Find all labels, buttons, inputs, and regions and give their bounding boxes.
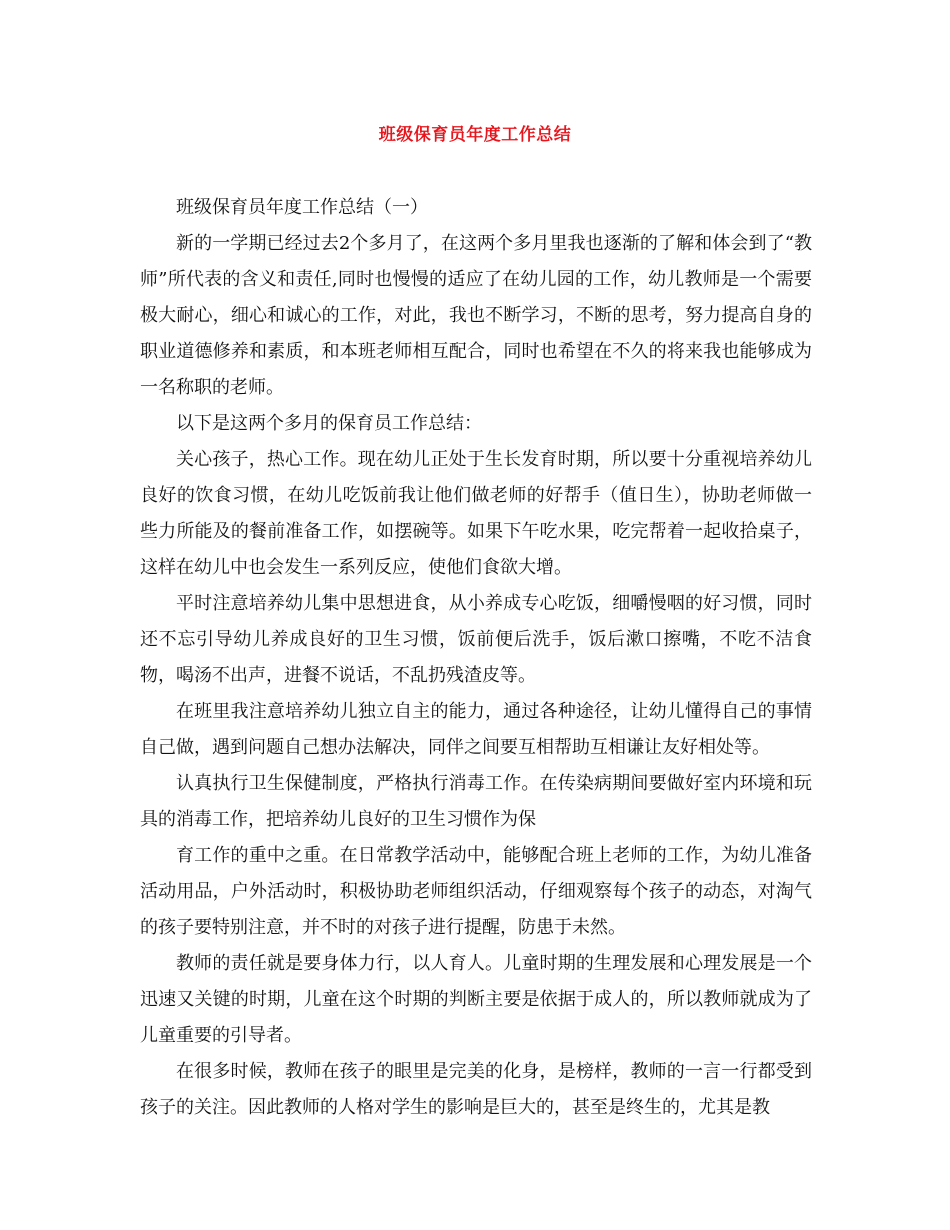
paragraph: 在很多时候，教师在孩子的眼里是完美的化身，是榜样，教师的一言一行都受到孩子的关注。因此教师的人格对学生的影响是巨大的，甚至是终生的，尤其是教 xyxy=(140,1061,812,1118)
paragraph: 平时注意培养幼儿集中思想进食，从小养成专心吃饭，细嚼慢咽的好习惯，同时还不忘引导幼儿养成良好的卫生习惯，饭前便后洗手，饭后漱口擦嘴，不吃不洁食物，喝汤不出声，进餐不说话，不乱扔残渣皮等。 xyxy=(140,593,812,686)
paragraph: 以下是这两个多月的保育员工作总结： xyxy=(176,413,482,434)
paragraph: 育工作的重中之重。在日常教学活动中，能够配合班上老师的工作，为幼儿准备活动用品，户外活动时，积极协助老师组织活动，仔细观察每个孩子的动态，对淘气的孩子要特别注意，并不时的对孩子进行提醒，防患于未然。 xyxy=(140,845,812,938)
paragraph: 教师的责任就是要身体力行，以人育人。儿童时期的生理发展和心理发展是一个迅速又关键的时期，儿童在这个时期的判断主要是依据于成人的，所以教师就成为了儿童重要的引导者。 xyxy=(140,953,812,1046)
paragraph: 认真执行卫生保健制度，严格执行消毒工作。在传染病期间要做好室内环境和玩具的消毒工作，把培养幼儿良好的卫生习惯作为保 xyxy=(140,773,812,830)
document-title: 班级保育员年度工作总结 xyxy=(378,125,572,145)
paragraph: 关心孩子，热心工作。现在幼儿正处于生长发育时期，所以要十分重视培养幼儿良好的饮食习惯，在幼儿吃饭前我让他们做老师的好帮手（值日生），协助老师做一些力所能及的餐前准备工作，如摆碗等。如果下午吃水果，吃完帮着一起收拾桌子，这样在幼儿中也会发生一系列反应，使他们食欲大增。 xyxy=(140,449,812,578)
section-heading: 班级保育员年度工作总结（一） xyxy=(176,197,428,218)
document-body xyxy=(140,190,812,1126)
paragraph: 新的一学期已经过去2个多月了，在这两个多月里我也逐渐的了解和体会到了“教师”所代表的含义和责任,同时也慢慢的适应了在幼儿园的工作，幼儿教师是一个需要极大耐心，细心和诚心的工作，对此，我也不断学习，不断的思考，努力提高自身的职业道德修养和素质，和本班老师相互配合，同时也希望在不久的将来我也能够成为一名称职的老师。 xyxy=(140,233,812,398)
paragraph: 在班里我注意培养幼儿独立自主的能力，通过各种途径，让幼儿懂得自己的事情自己做，遇到问题自己想办法解决，同伴之间要互相帮助互相谦让友好相处等。 xyxy=(140,701,812,758)
